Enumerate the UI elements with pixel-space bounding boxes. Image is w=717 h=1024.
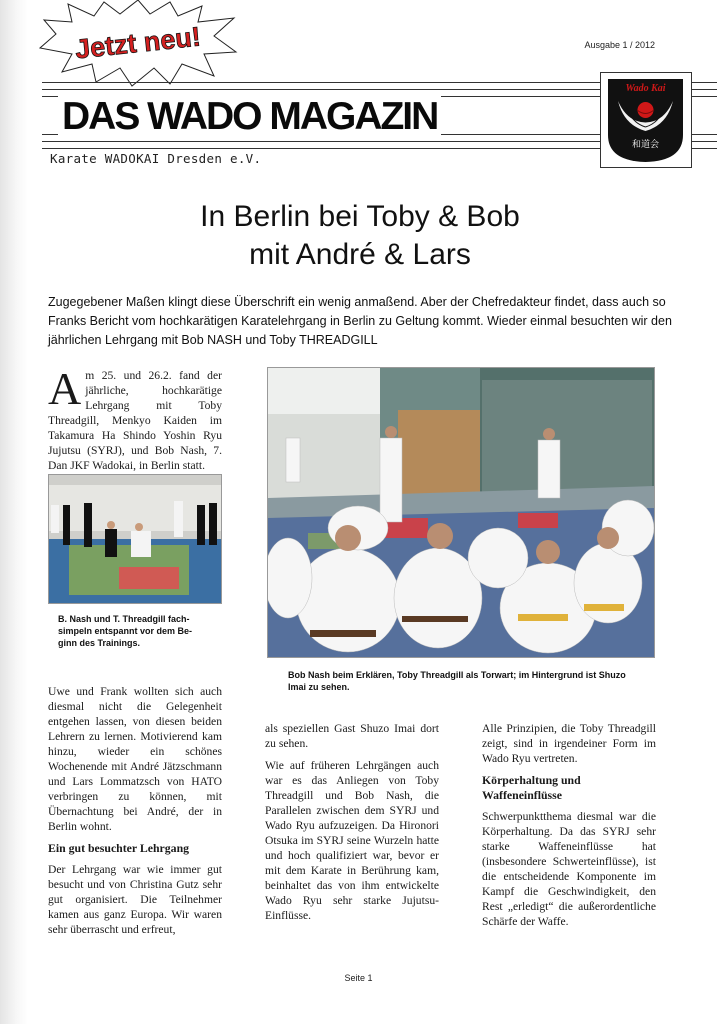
body-paragraph: Wie auf früheren Lehrgängen auch war es das Anliegen von Toby Threadgill und Bob Nash, die Parallelen zwischen dem SYRJ und Wado Ryu aufzuzeigen. Da Hironori Otsuka im SYRJ seine Wurzeln hatte und hoch qualifiziert war, bevor er mit dem Karate in Berührung kam, beinhaltet das von ihm entwickelte Wado Ryu sehr starke Jujutsu-Einflüsse. (265, 759, 439, 922)
section-heading: Körperhaltung und Waffeneinflüsse (482, 773, 581, 802)
club-name: Karate WADOKAI Dresden e.V. (50, 151, 262, 166)
section-heading: Ein gut besuchter Lehrgang (48, 841, 190, 855)
page-number: Seite 1 (344, 973, 373, 983)
drop-cap: A (48, 363, 82, 414)
column-2-body (265, 721, 439, 930)
photo-training-hall (267, 367, 655, 658)
body-paragraph: Schwerpunktthema diesmal war die Körperhaltung. Da das SYRJ sehr starke Waffeneinflüsse hat (insbesondere Schwerteinflüsse), ist die entscheidende Komponente im Kampf die Geschwindigkeit, den Rest „erledigt“ die außerordentliche Schärfe der Waffe. (482, 810, 656, 928)
page-edge-shadow (0, 0, 28, 1024)
article-headline (60, 198, 660, 274)
column-1-intro (48, 363, 222, 473)
headline-line-1: In Berlin bei Toby & Bob (200, 200, 520, 233)
new-issue-starburst (38, 0, 238, 88)
body-paragraph: Der Lehrgang war wie immer gut besucht und von Christina Gutz sehr gut organisiert. Die Teilnehmer kamen aus ganz Europa. Wir waren sehr überrascht und erfreut, (48, 863, 222, 936)
column-3-body (482, 721, 656, 936)
column-1-body (48, 684, 222, 944)
headline-line-2: mit André & Lars (249, 238, 471, 271)
photo-instructors-talking (48, 474, 222, 604)
wadokai-logo (606, 77, 685, 163)
caption-small-photo: B. Nash und T. Threadgill fach-simpeln entspannt vor dem Be-ginn des Trainings. (58, 614, 193, 648)
body-paragraph: Uwe und Frank wollten sich auch diesmal nicht die Gelegenheit entgehen lassen, von diesen beiden Lehrern zu lernen. Motivierend kam hinzu, wieder ein schönes Wochenende mit André Jätzschmann und Lars Lommatzsch von HATO verbringen zu können, mit Übernachtung bei André, der in Berlin wohnt. (48, 685, 222, 833)
badge-text: Jetzt neu! (73, 21, 203, 65)
logo-text-bottom: 和道会 (631, 140, 660, 150)
magazine-title: DAS WADO MAGAZIN (58, 95, 441, 139)
article-lead: Zugegebener Maßen klingt diese Überschrift ein wenig anmaßend. Aber der Chefredakteur findet, dass auch so Franks Bericht vom hochkarätigen Karatelehrgang in Berlin zu Geltung kommt. Wieder einmal besuchten wir den jährlichen Lehrgang mit Bob NASH und Toby THREADGILL (48, 295, 672, 347)
body-paragraph: als speziellen Gast Shuzo Imai dort zu sehen. (265, 722, 439, 750)
intro-paragraph: m 25. und 26.2. fand der jährliche, hochkarätige Lehrgang mit Toby Threadgill, Menkyo Kaiden im Takamura Ha Shindo Yoshin Ryu Jujutsu (SYRJ), und Bob Nash, 7. Dan JKF Wadokai, in Berlin statt. (48, 369, 222, 472)
logo-text-top: Wado Kai (625, 83, 666, 94)
body-paragraph: Alle Prinzipien, die Toby Threadgill zeigt, sind in irgendeiner Form im Wado Ryu vertreten. (482, 722, 656, 765)
caption-large-photo: Bob Nash beim Erklären, Toby Threadgill als Torwart; im Hintergrund ist Shuzo Imai zu sehen. (288, 670, 626, 692)
logo-frame (600, 72, 692, 168)
issue-number: Ausgabe 1 / 2012 (584, 40, 655, 50)
